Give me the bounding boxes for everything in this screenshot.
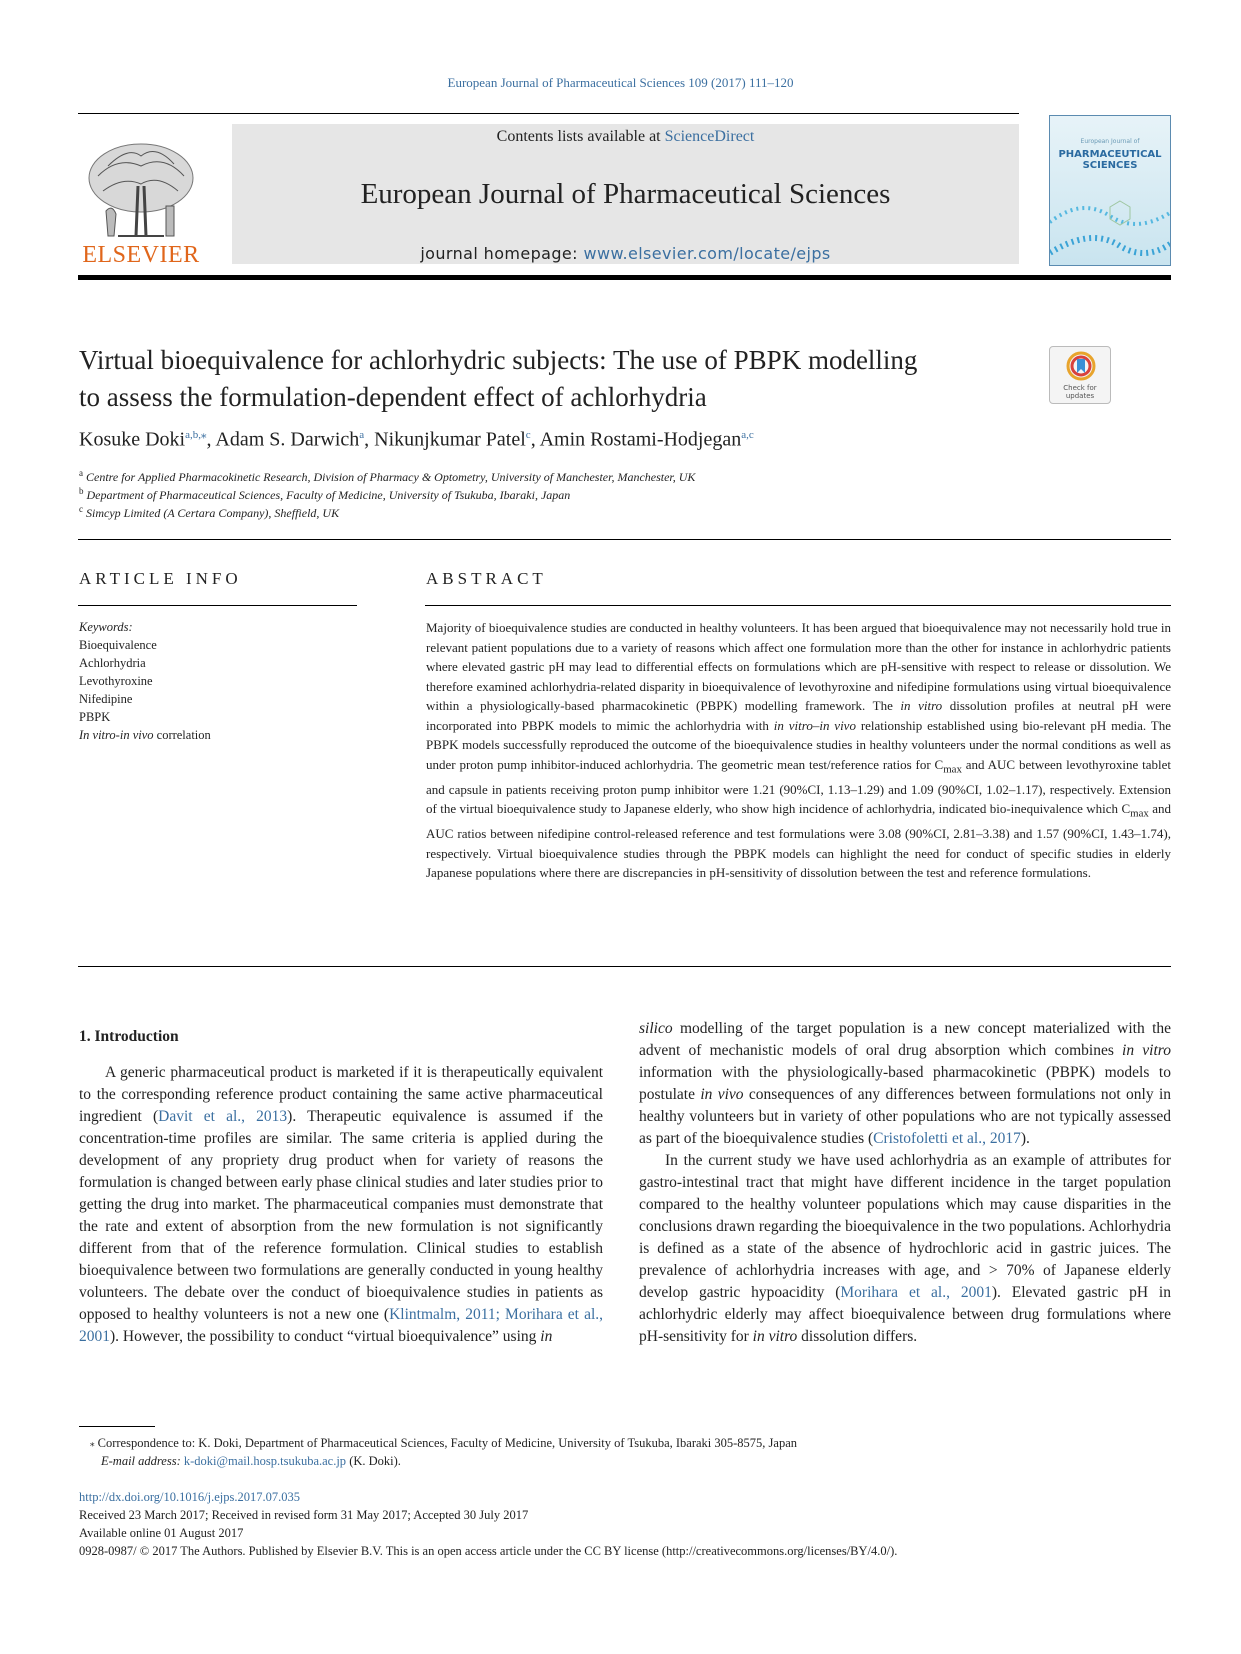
journal-reference[interactable]: European Journal of Pharmaceutical Sciences 109 (2017) 111–120 [447,75,794,90]
abstract-subscript: max [943,763,962,776]
text-run: information with the physiologically-based pharmacokinetic (PBPK) models to postulate [639,1064,1171,1103]
correspondence-text: Correspondence to: K. Doki, Department of Pharmaceutical Sciences, Faculty of Medicine, University of Tsukuba, Ibaraki 305-8575, Japan [97,1436,798,1450]
text-run: modelling of the target population is a new concept materialized with the advent of mechanistic models of oral drug absorption which combines [639,1020,1172,1059]
available-online: Available online 01 August 2017 [79,1526,244,1540]
right-column [639,1018,1171,1348]
article-title-line1: Virtual bioequivalence for achlorhydric subjects: The use of PBPK modelling [79,345,918,375]
contents-line [232,128,1019,146]
keyword-italic-part: In vitro-in vivo [79,728,154,742]
keyword: Achlorhydria [79,656,146,670]
abstract-rule [425,605,1171,606]
check-for-updates-label: Check for updates [1063,384,1097,400]
author-affiliation-marks[interactable]: a [359,429,365,441]
article-title [79,342,1039,416]
header-top-rule [78,113,1019,114]
keyword: PBPK [79,710,111,724]
text-run: dissolution differs. [801,1328,918,1345]
email-link[interactable]: k-doki@mail.hosp.tsukuba.ac.jp [183,1454,347,1468]
text-run: ). Therapeutic equivalence is assumed if the concentration-time profiles are similar. The same criteria is applied during the development of any propriety drug product when for variety of reasons the formulation is changed between early phase clinical studies and later studies prior to getting the drug into market. The pharmaceutical companies must demonstrate that the rate and extent of absorption from the new formulation is not significantly different from that of the reference formulation. Clinical studies to establish bioequivalence between two formulations are generally conducted in young healthy volunteers. The debate over the conduct of bioequivalence studies in patients as opposed to healthy volunteers is not a new one ( [79,1108,603,1323]
left-column [79,1062,603,1348]
received-dates: Received 23 March 2017; Received in revised form 31 May 2017; Accepted 30 July 2017 [79,1508,529,1522]
journal-cover-image[interactable] [1049,115,1171,266]
paragraph [639,1018,1171,1150]
abstract-italic: in vitro–in vivo [773,717,856,733]
author-name[interactable]: Nikunjkumar Patel [374,428,526,451]
text-run: consequences of any differences between formulations not only in healthy volunteers but in variety of other populations who are not typically assessed as part of the bioequivalence studies ( [639,1086,1172,1147]
sciencedirect-link[interactable]: ScienceDirect [664,128,755,145]
homepage-link[interactable]: www.elsevier.com/locate/ejps [583,244,831,263]
text-run: ). [1020,1130,1030,1147]
text-italic: in [540,1328,553,1345]
paragraph [79,1062,603,1348]
header-bottom-rule [78,275,1171,280]
text-run: ). Elevated gastric pH in achlorhydric elderly may affect bioequivalence between drug formulations where pH-sensitivity for [639,1284,1171,1345]
abstract-run: relationship established using bio-relevant pH media. The PBPK models successfully reproduced the outcome of the bioequivalence studies in healthy volunteers under the normal conditions as well as under proton pump inhibitor-induced achlorhydria. The geometric mean test/reference ratios for C [426,717,1171,772]
cover-small-text: European Journal of [1080,138,1140,145]
abstract-bottom-rule [78,966,1171,967]
cover-title-line1: PHARMACEUTICAL [1058,149,1162,160]
keywords-label: Keywords: [79,620,133,634]
text-italic: in vitro [1122,1042,1171,1059]
affiliation-text: Department of Pharmaceutical Sciences, Faculty of Medicine, University of Tsukuba, Ibaraki, Japan [86,488,571,502]
affiliation [79,486,570,503]
author-affiliation-marks[interactable]: c [525,429,531,441]
homepage-prefix: journal homepage: [420,244,578,263]
keyword-rest-part: correlation [156,728,211,742]
text-italic: in vitro [752,1328,798,1345]
author-name[interactable]: Amin Rostami-Hodjegan [539,428,742,451]
keywords-block [79,618,211,744]
affiliation [79,504,339,521]
cover-title-line2: SCIENCES [1082,160,1138,171]
info-top-rule [78,539,1171,540]
cover-molecule-art [1050,186,1171,266]
author-name[interactable]: Adam S. Darwich [215,428,360,451]
abstract-subscript: max [1130,807,1149,820]
correspondence-mark: ⁎ [90,1438,95,1448]
author-name[interactable]: Kosuke Doki [79,428,186,451]
abstract-run: and AUC between levothyroxine tablet and capsule in patients receiving proton pump inhibitor were 1.21 (90%CI, 1.13–1.29) and 1.09 (90%CI, 1.02–1.17), respectively. Extension of the virtual bioequivalence study to Japanese elderly, who show high incidence of achlorhydria, indicated bio-inequivalence which C [426,756,1172,817]
section-heading: 1. Introduction [79,1028,179,1045]
text-run: In the current study we have used achlorhydria as an example of attributes for gastro-intestinal tract that might have different incidence in the target population compared to the healthy volunteer populations which may cause disparities in the conclusions drawn regarding the bioequivalence in the two populations. Achlorhydria is defined as a state of the absence of hydrochloric acid in gastric juices. The prevalence of achlorhydria increases with age, and > 70% of Japanese elderly develop gastric hypoacidity ( [639,1152,1171,1301]
author-affiliation-marks[interactable]: a,c [741,429,754,441]
email-label: E-mail address: [101,1454,181,1468]
email-footnote [101,1452,401,1470]
abstract-italic: in vitro [900,698,943,713]
author-affiliation-marks[interactable]: a,b,⁎ [185,429,207,441]
affiliation-text: Simcyp Limited (A Certara Company), Sheffield, UK [86,506,340,520]
article-info-rule [78,605,357,606]
citation-link[interactable]: Klintmalm, 2011; Morihara et al., 2001 [79,1306,604,1345]
keyword [79,726,211,744]
keyword: Nifedipine [79,692,133,706]
bookmark-ribbon-icon [1066,351,1096,381]
keyword: Bioequivalence [79,638,157,652]
affiliation-mark: c [79,504,83,514]
author-list: Kosuke Doki$^{a,b,⁎}$, Adam S. Darwich$^a$, Nikunjkumar Patel$^c$, Amin Rostami-Hodjegan$^{a,c}$ [79,428,754,451]
email-suffix: (K. Doki). [349,1454,401,1468]
abstract-run: Majority of bioequivalence studies are conducted in healthy volunteers. It has been argued that bioequivalence may not necessarily hold true in relevant patient populations due to a variety of reasons which affect one formulation more than the other for instance in achlorhydric patients where elevated gastric pH may lead to differential effects on formulations which are pH-sensitive with respect to release or dissolution. We therefore examined achlorhydria-related disparity in bioequivalence of levothyroxine and nifedipine formulations using virtual bioequivalence within a physiologically-based pharmacokinetic (PBPK) modelling framework. The [426,620,1171,713]
affiliation-text: Centre for Applied Pharmacokinetic Research, Division of Pharmacy & Optometry, University of Manchester, Manchester, UK [86,470,696,484]
abstract-run: and AUC ratios between nifedipine control-released reference and test formulations were 3.08 (90%CI, 2.81–3.38) and 1.57 (90%CI, 1.43–1.74), respectively. Virtual bioequivalence studies through the PBPK models can highlight the need for conduct of specific studies in elderly Japanese populations where there are discrepancies in pH-sensitivity of dissolution between the test and reference formulations. [426,801,1172,881]
abstract-text [426,618,1171,883]
abstract-heading: ABSTRACT [426,569,547,588]
journal-name: European Journal of Pharmaceutical Sciences [360,178,891,210]
footnote-rule [79,1426,155,1427]
affiliation-mark: b [79,486,84,496]
text-italic: silico [639,1020,673,1037]
license-statement: 0928-0987/ © 2017 The Authors. Published by Elsevier B.V. This is an open access article under the CC BY license (http://creativecommons.org/licenses/BY/4.0/). [79,1544,898,1558]
article-info-heading: ARTICLE INFO [79,569,242,588]
affiliation-mark: a [79,468,83,478]
homepage-line [232,244,1019,263]
abstract-run: dissolution profiles at neutral pH were incorporated into PBPK models to mimic the achlorhydria with [426,698,1172,733]
affiliation [79,468,695,485]
contents-prefix: Contents lists available at [496,128,661,145]
article-title-line2: to assess the formulation-dependent effect of achlorhydria [79,382,707,412]
cover-title [1050,149,1170,171]
citation-link[interactable]: Cristofoletti et al., 2017 [873,1130,1021,1147]
paragraph [639,1150,1171,1348]
text-italic: in vivo [700,1086,744,1103]
doi-link[interactable]: http://dx.doi.org/10.1016/j.ejps.2017.07.035 [79,1490,300,1504]
publisher-wordmark: ELSEVIER [82,242,200,268]
keyword: Levothyroxine [79,674,153,688]
correspondence-footnote [90,1434,797,1452]
check-for-updates-button[interactable] [1049,346,1111,404]
text-run: A generic pharmaceutical product is marketed if it is therapeutically equivalent to the corresponding reference product containing the same active pharmaceutical ingredient ( [79,1064,603,1125]
citation-link[interactable]: Davit et al., 2013 [158,1108,288,1125]
text-run: ). However, the possibility to conduct “virtual bioequivalence” using [110,1328,537,1345]
citation-link[interactable]: Morihara et al., 2001 [840,1284,992,1301]
